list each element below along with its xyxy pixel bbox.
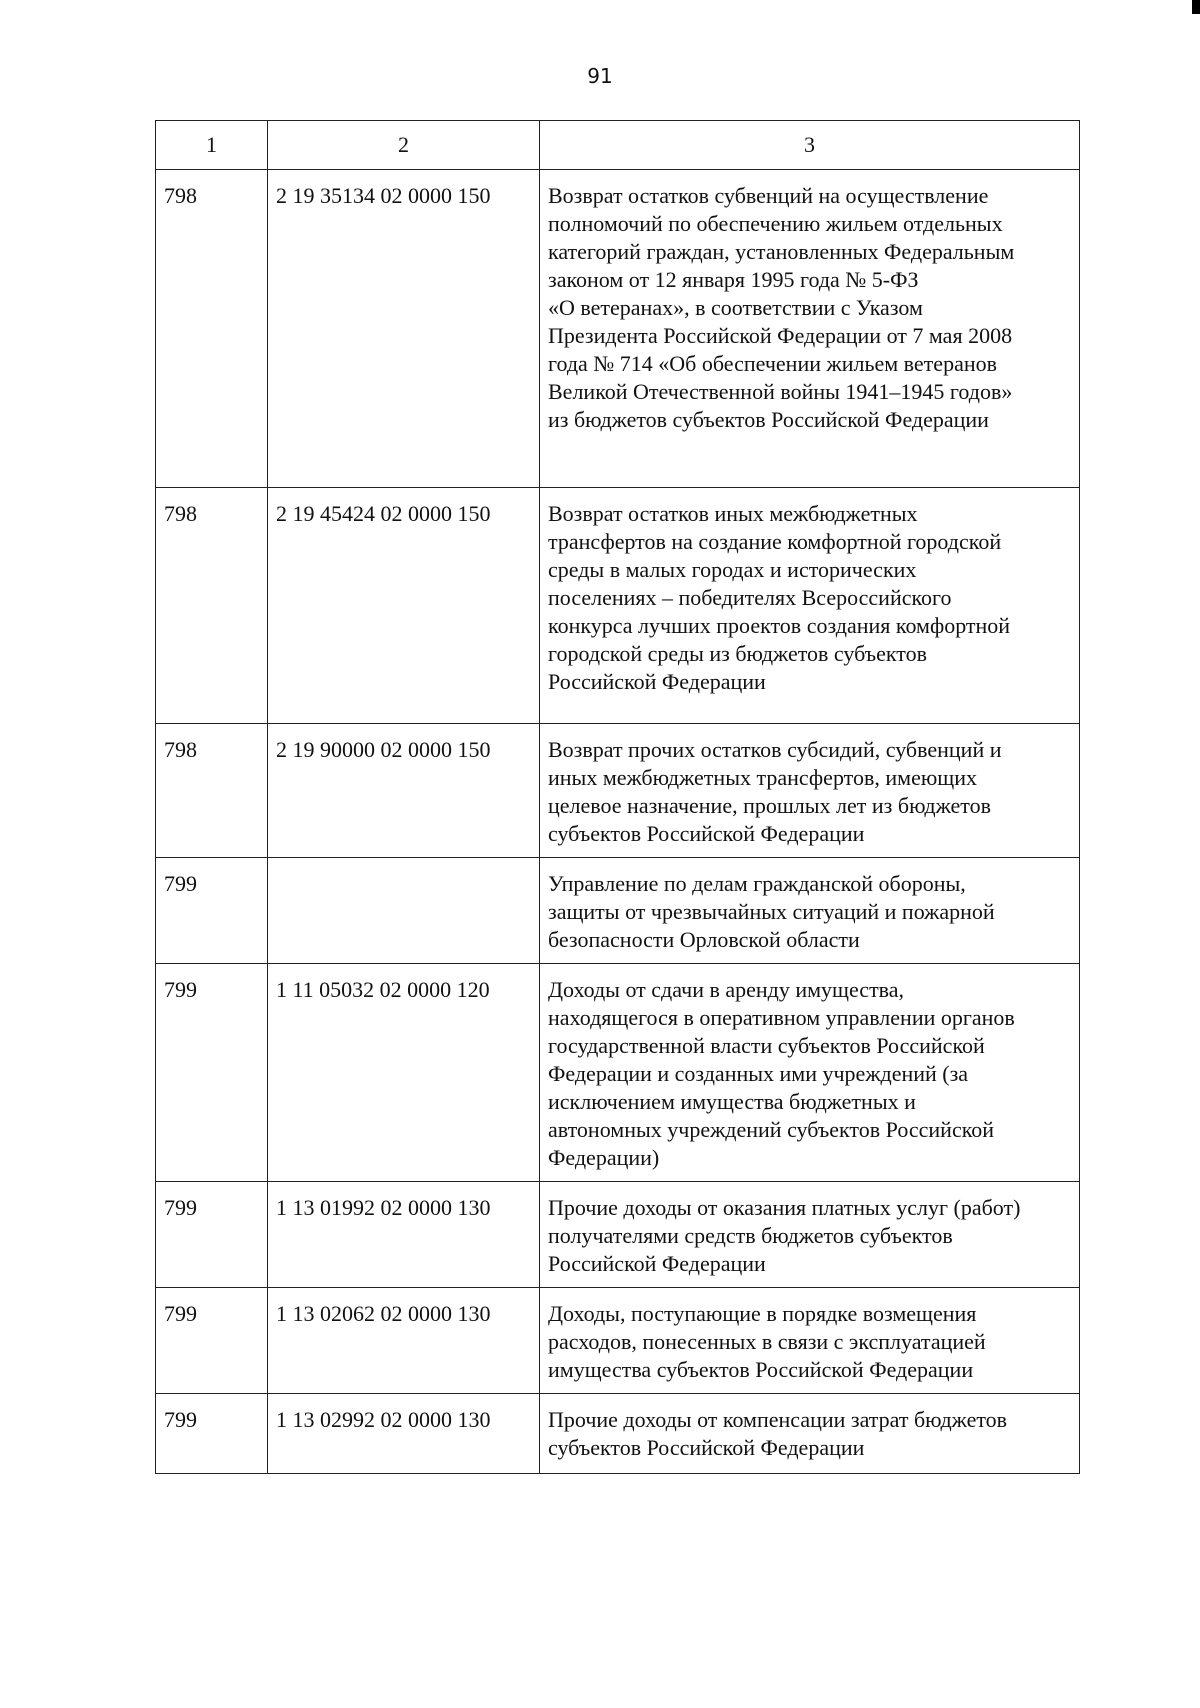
admin-code-cell: 799 [156, 964, 268, 1182]
admin-code-cell: 798 [156, 170, 268, 488]
column-header-2: 2 [268, 121, 540, 170]
table-row [156, 724, 1080, 858]
revenue-code-cell: 1 13 02062 02 0000 130 [268, 1288, 540, 1394]
admin-code-cell: 799 [156, 1182, 268, 1288]
table-header-row [156, 121, 1080, 170]
table-row [156, 964, 1080, 1182]
description-cell: Прочие доходы от компенсации затрат бюджетов субъектов Российской Федерации [540, 1394, 1080, 1474]
description-cell: Управление по делам гражданской обороны, защиты от чрезвычайных ситуаций и пожарной безопасности Орловской области [540, 858, 1080, 964]
table-row [156, 858, 1080, 964]
description-cell: Доходы, поступающие в порядке возмещения расходов, понесенных в связи с эксплуатацией имущества субъектов Российской Федерации [540, 1288, 1080, 1394]
description-cell: Возврат остатков иных межбюджетных трансфертов на создание комфортной городской среды в малых городах и исторических поселениях – победителях Всероссийского конкурса лучших проектов создания комфортной городской среды из бюджетов субъектов Российской Федерации [540, 488, 1080, 724]
description-cell: Доходы от сдачи в аренду имущества, находящегося в оперативном управлении органов государственной власти субъектов Российской Федерации и созданных ими учреждений (за исключением имущества бюджетных и автономных учреждений субъектов Российской Федерации) [540, 964, 1080, 1182]
revenue-code-cell: 1 13 01992 02 0000 130 [268, 1182, 540, 1288]
revenue-code-cell: 1 13 02992 02 0000 130 [268, 1394, 540, 1474]
table-row [156, 488, 1080, 724]
table-row [156, 170, 1080, 488]
description-cell: Прочие доходы от оказания платных услуг (работ) получателями средств бюджетов субъектов Российской Федерации [540, 1182, 1080, 1288]
revenue-code-cell: 2 19 35134 02 0000 150 [268, 170, 540, 488]
admin-code-cell: 798 [156, 488, 268, 724]
table-row [156, 1288, 1080, 1394]
page-number: 91 [587, 64, 613, 88]
scan-edge-mark [1192, 0, 1200, 14]
revenue-code-cell: 2 19 90000 02 0000 150 [268, 724, 540, 858]
description-cell: Возврат прочих остатков субсидий, субвенций и иных межбюджетных трансфертов, имеющих целевое назначение, прошлых лет из бюджетов субъектов Российской Федерации [540, 724, 1080, 858]
admin-code-cell: 799 [156, 1394, 268, 1474]
revenue-code-cell [268, 858, 540, 964]
description-cell: Возврат остатков субвенций на осуществление полномочий по обеспечению жильем отдельных категорий граждан, установленных Федеральным законом от 12 января 1995 года № 5-ФЗ «О ветеранах», в соответствии с Указом Президента Российской Федерации от 7 мая 2008 года № 714 «Об обеспечении жильем ветеранов Великой Отечественной войны 1941–1945 годов» из бюджетов субъектов Российской Федерации [540, 170, 1080, 488]
admin-code-cell: 799 [156, 1288, 268, 1394]
admin-code-cell: 798 [156, 724, 268, 858]
table-row [156, 1394, 1080, 1474]
column-header-3: 3 [540, 121, 1080, 170]
table-row [156, 1182, 1080, 1288]
revenue-code-cell: 2 19 45424 02 0000 150 [268, 488, 540, 724]
revenue-codes-table [155, 120, 1080, 1474]
revenue-code-cell: 1 11 05032 02 0000 120 [268, 964, 540, 1182]
column-header-1: 1 [156, 121, 268, 170]
admin-code-cell: 799 [156, 858, 268, 964]
